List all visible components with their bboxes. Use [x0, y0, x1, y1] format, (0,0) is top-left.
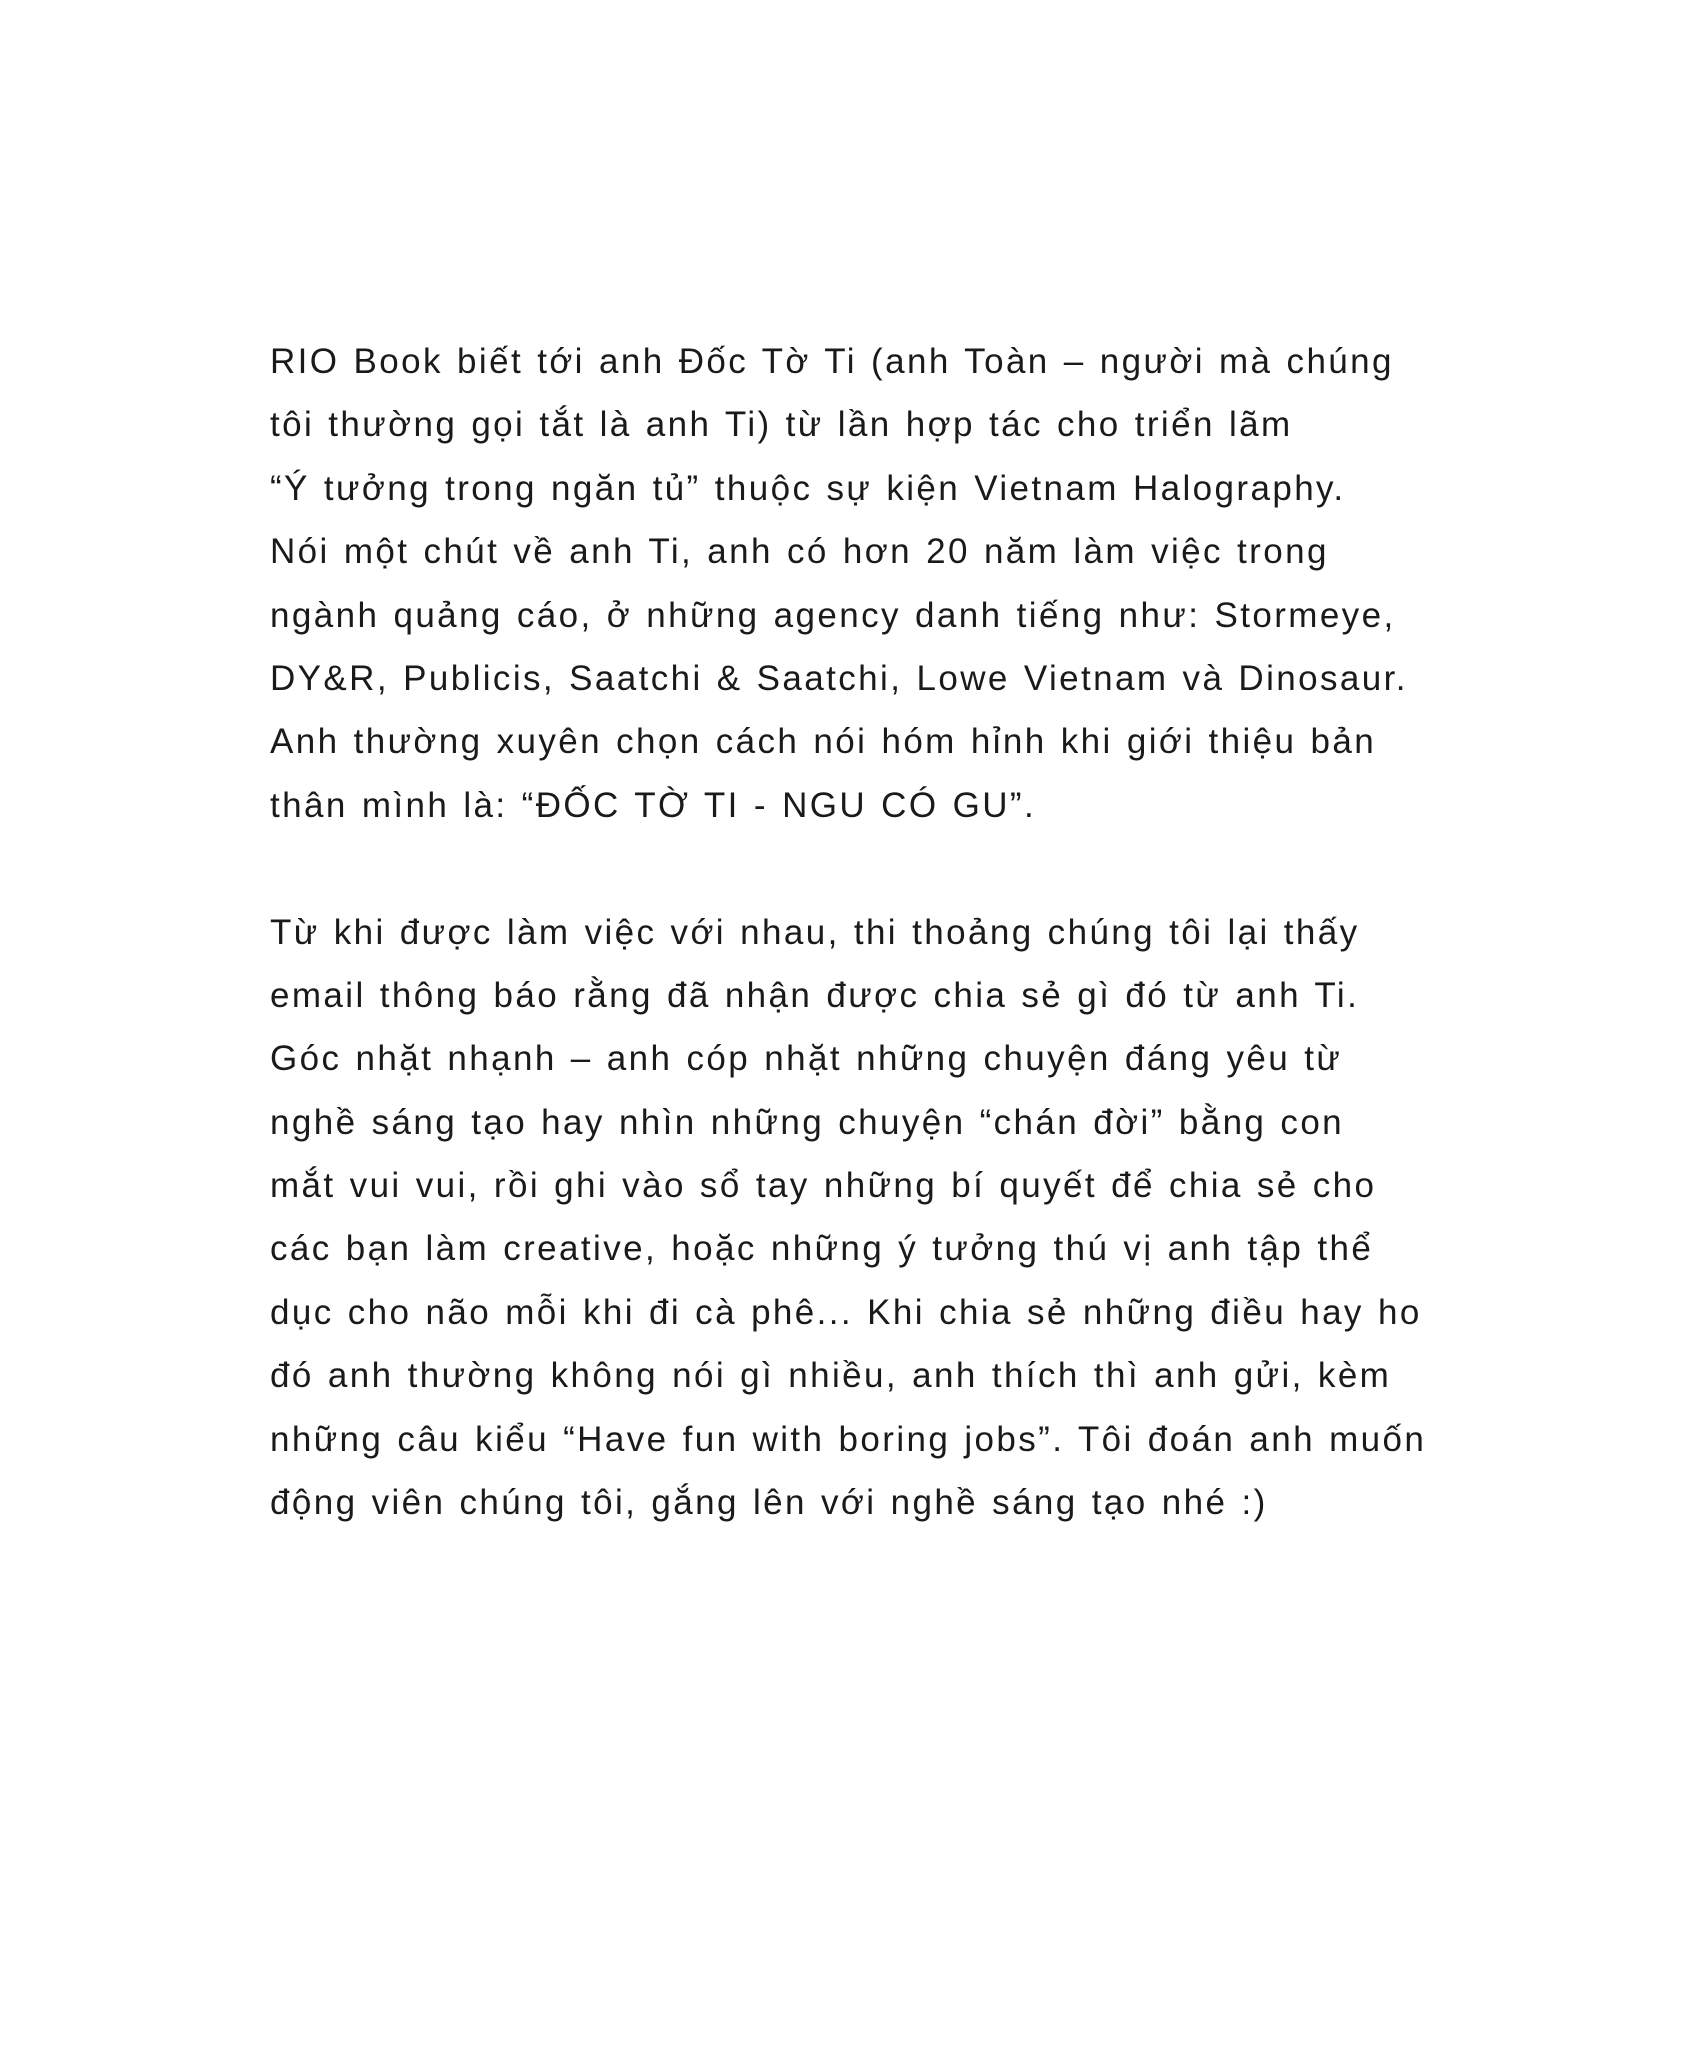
text-line: Anh thường xuyên chọn cách nói hóm hỉnh khi giới thiệu bản: [270, 722, 1377, 762]
body-text: [270, 330, 1520, 1534]
text-line: RIO Book biết tới anh Đốc Tờ Ti (anh Toàn – người mà chúng: [270, 342, 1394, 381]
text-line: email thông báo rằng đã nhận được chia sẻ gì đó từ anh Ti.: [270, 975, 1360, 1015]
text-line: mắt vui vui, rồi ghi vào sổ tay những bí quyết để chia sẻ cho: [270, 1166, 1377, 1206]
text-line: Nói một chút về anh Ti, anh có hơn 20 năm làm việc trong: [270, 532, 1329, 572]
text-line: ngành quảng cáo, ở những agency danh tiếng như: Stormeye,: [270, 595, 1396, 635]
text-line: đó anh thường không nói gì nhiều, anh thích thì anh gửi, kèm: [270, 1356, 1392, 1396]
text-line: những câu kiểu “Have fun with boring jobs”. Tôi đoán anh muốn: [270, 1419, 1427, 1459]
text-line: tôi thường gọi tắt là anh Ti) từ lần hợp tác cho triển lãm: [270, 405, 1293, 445]
text-line: Góc nhặt nhạnh – anh cóp nhặt những chuyện đáng yêu từ: [270, 1039, 1343, 1079]
text-line: các bạn làm creative, hoặc những ý tưởng thú vị anh tập thể: [270, 1229, 1374, 1269]
text-line: động viên chúng tôi, gắng lên với nghề sáng tạo nhé :): [270, 1483, 1268, 1523]
text-line: thân mình là: “ĐỐC TỜ TI - NGU CÓ GU”.: [270, 785, 1037, 825]
text-line: Từ khi được làm việc với nhau, thi thoảng chúng tôi lại thấy: [270, 912, 1360, 952]
paragraph-story: [270, 901, 1520, 1535]
text-line: DY&R, Publicis, Saatchi & Saatchi, Lowe Vietnam và Dinosaur.: [270, 658, 1408, 698]
paragraph-intro: [270, 330, 1520, 837]
text-line: “Ý tưởng trong ngăn tủ” thuộc sự kiện Vietnam Halography.: [270, 468, 1346, 508]
text-line: nghề sáng tạo hay nhìn những chuyện “chán đời” bằng con: [270, 1102, 1345, 1142]
text-line: dục cho não mỗi khi đi cà phê... Khi chia sẻ những điều hay ho: [270, 1292, 1422, 1332]
